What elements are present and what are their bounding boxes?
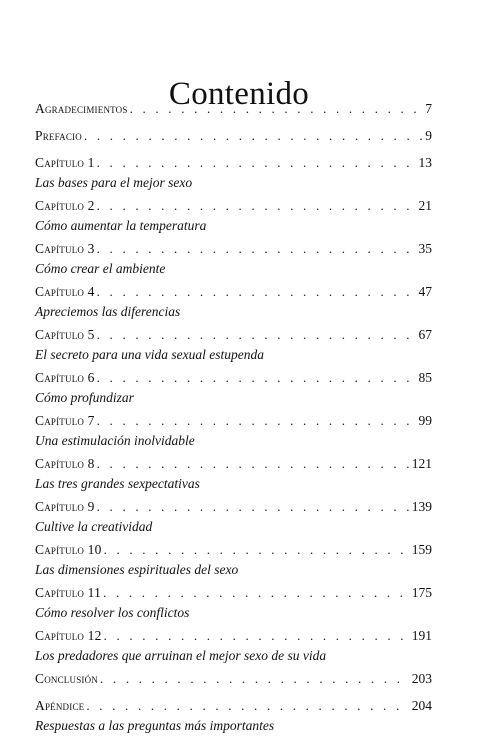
toc-entry-line [35, 668, 432, 690]
toc-entry-label: Capítulo 11 [35, 585, 102, 600]
dot-leader [104, 539, 409, 561]
toc-entry-page-number: 35 [418, 241, 432, 256]
toc-entry-subtitle: Cómo resolver los conflictos [35, 605, 190, 620]
toc-entry-subtitle: Las tres grandes sexpectativas [35, 476, 200, 491]
toc-entry [35, 496, 432, 537]
toc-entry-line [35, 582, 432, 604]
toc-entry-page-number: 203 [411, 671, 432, 686]
toc-entry-subtitle: Cultive la creatividad [35, 519, 153, 534]
dot-leader [97, 281, 416, 303]
toc-entry-subtitle: Los predadores que arruinan el mejor sexo de su vida [35, 648, 327, 663]
toc-entry-label: Capítulo 10 [35, 542, 102, 557]
toc-entry-label: Agradecimientos [35, 101, 128, 116]
toc-entry-label: Capítulo 5 [35, 327, 95, 342]
toc-entry-subtitle: Las dimensiones espirituales del sexo [35, 562, 239, 577]
toc-entry-page-number: 67 [418, 327, 432, 342]
toc-entry [35, 367, 432, 408]
dot-leader [104, 625, 409, 647]
toc-entry-label: Capítulo 4 [35, 284, 95, 299]
dot-leader [86, 695, 408, 717]
toc-entry-label: Capítulo 8 [35, 456, 95, 471]
page-title: Contenido [168, 76, 310, 113]
toc-entry [35, 281, 432, 322]
toc-entry-line [35, 410, 432, 432]
toc-entry-page-number: 175 [411, 585, 432, 600]
toc-entry-line [35, 195, 432, 217]
toc-entry-page-number: 159 [411, 542, 432, 557]
toc-entry [35, 324, 432, 365]
toc-entry-subtitle: Cómo profundizar [35, 390, 134, 405]
toc-entry-label: Capítulo 7 [35, 413, 95, 428]
dot-leader [97, 496, 409, 518]
toc-entry-label: Capítulo 2 [35, 198, 95, 213]
toc-entry [35, 453, 432, 494]
toc-entry-label: Apéndice [35, 698, 85, 713]
toc-entry-label: Capítulo 1 [35, 155, 95, 170]
toc-entry-page-number: 204 [411, 698, 432, 713]
toc-entry-line [35, 152, 432, 174]
dot-leader [100, 668, 409, 690]
toc-entry-subtitle: Las bases para el mejor sexo [35, 175, 193, 190]
toc-entry-subtitle: Una estimulación inolvidable [35, 433, 195, 448]
toc-entry-label: Conclusión [35, 671, 99, 686]
toc-entry-page-number: 9 [425, 128, 432, 143]
toc-entry-line [35, 695, 432, 717]
dot-leader [84, 125, 422, 147]
toc-entry-line [35, 496, 432, 518]
toc-entry-label: Capítulo 9 [35, 499, 95, 514]
dot-leader [97, 152, 416, 174]
toc-entry [35, 125, 432, 147]
toc-entry-subtitle: El secreto para una vida sexual estupenda [35, 347, 264, 362]
toc-entry-page-number: 121 [411, 456, 432, 471]
toc-entry [35, 539, 432, 580]
toc-entry-page-number: 13 [418, 155, 432, 170]
toc-entry-label: Capítulo 3 [35, 241, 95, 256]
toc-entry-line [35, 453, 432, 475]
toc-entry-label: Capítulo 6 [35, 370, 95, 385]
toc-entry-page-number: 21 [418, 198, 432, 213]
toc-entry [35, 695, 432, 736]
toc-entry [35, 582, 432, 623]
toc-entry [35, 668, 432, 690]
toc-entry-line [35, 98, 432, 120]
toc-entry-subtitle: Cómo crear el ambiente [35, 261, 166, 276]
dot-leader [97, 453, 409, 475]
toc-entry-page-number: 7 [425, 101, 432, 116]
toc-entry-subtitle: Cómo aumentar la temperatura [35, 218, 207, 233]
dot-leader [97, 367, 416, 389]
toc-entry-page-number: 47 [418, 284, 432, 299]
toc-entry-line [35, 125, 432, 147]
toc-entry-page-number: 139 [411, 499, 432, 514]
toc-entry-page-number: 191 [411, 628, 432, 643]
dot-leader [97, 410, 416, 432]
toc-entry [35, 152, 432, 193]
dot-leader [130, 98, 423, 120]
toc-entry-subtitle: Apreciemos las diferencias [35, 304, 181, 319]
table-of-contents [35, 98, 432, 738]
toc-entry-line [35, 281, 432, 303]
toc-entry-page-number: 99 [418, 413, 432, 428]
toc-entry-label: Capítulo 12 [35, 628, 102, 643]
dot-leader [97, 195, 416, 217]
toc-entry-label: Prefacio [35, 128, 82, 143]
dot-leader [97, 324, 416, 346]
toc-entry-line [35, 324, 432, 346]
toc-entry-line [35, 367, 432, 389]
toc-entry [35, 238, 432, 279]
toc-entry-line [35, 625, 432, 647]
toc-entry-line [35, 238, 432, 260]
toc-entry [35, 410, 432, 451]
toc-entry-page-number: 85 [418, 370, 432, 385]
toc-entry-subtitle: Respuestas a las preguntas más importantes [35, 718, 275, 733]
toc-entry [35, 195, 432, 236]
toc-entry [35, 98, 432, 120]
toc-entry [35, 625, 432, 666]
toc-entry-line [35, 539, 432, 561]
dot-leader [97, 238, 416, 260]
dot-leader [103, 582, 409, 604]
